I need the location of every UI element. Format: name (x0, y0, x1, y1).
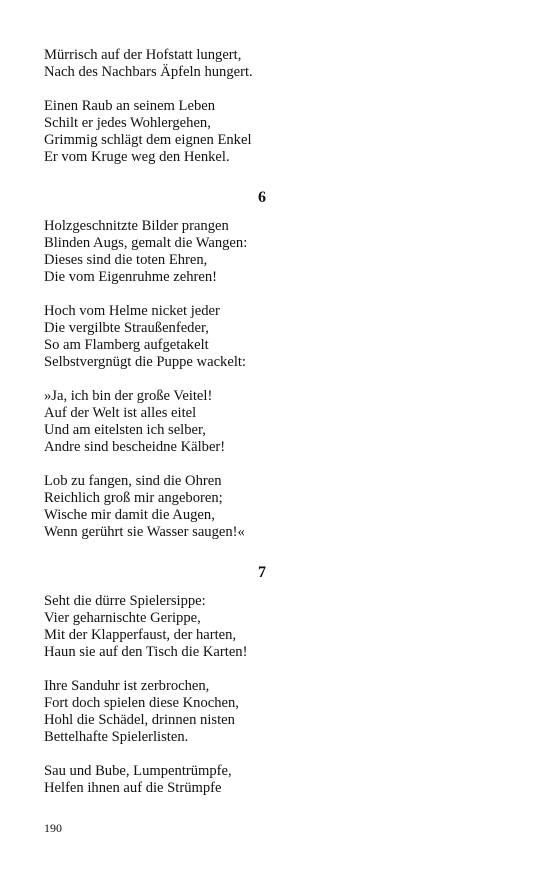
stanza-gap (44, 456, 266, 473)
verse-line: Reichlich groß mir angeboren; (44, 490, 223, 506)
stanza (44, 473, 266, 541)
verse-line: Ihre Sanduhr ist zerbrochen, (44, 678, 210, 694)
stanza-gap (44, 286, 266, 303)
verse-line: Fort doch spielen diese Knochen, (44, 695, 239, 711)
section-number: 7 (258, 564, 266, 581)
section-spacer (44, 206, 266, 218)
verse-line: Selbstvergnügt die Puppe wackelt: (44, 354, 246, 370)
section-number: 6 (258, 189, 266, 206)
verse-line: Andre sind bescheidne Kälber! (44, 439, 226, 455)
verse-line: Schilt er jedes Wohlergehen, (44, 115, 211, 131)
verse-line: »Ja, ich bin der große Veitel! (44, 388, 213, 404)
stanza (44, 98, 266, 166)
verse-line: So am Flamberg aufgetakelt (44, 337, 209, 353)
stanza (44, 388, 266, 456)
verse-line: Bettelhafte Spielerlisten. (44, 729, 189, 745)
verse-line: Lob zu fangen, sind die Ohren (44, 473, 222, 489)
stanza (44, 218, 266, 286)
section-spacer (44, 166, 266, 189)
verse-line: Nach des Nachbars Äpfeln hungert. (44, 64, 253, 80)
verse-line: Sau und Bube, Lumpentrümpfe, (44, 763, 232, 779)
verse-line: Helfen ihnen auf die Strümpfe (44, 780, 222, 796)
stanza (44, 678, 266, 746)
stanza (44, 47, 266, 81)
stanza-gap (44, 81, 266, 98)
verse-line: Haun sie auf den Tisch die Karten! (44, 644, 248, 660)
verse-line: Auf der Welt ist alles eitel (44, 405, 197, 421)
page-number: 190 (44, 821, 62, 835)
verse-line: Er vom Kruge weg den Henkel. (44, 149, 230, 165)
poem-page (44, 47, 266, 797)
verse-line: Dieses sind die toten Ehren, (44, 252, 208, 268)
section-spacer (44, 541, 266, 564)
verse-line: Wische mir damit die Augen, (44, 507, 215, 523)
stanza-gap (44, 371, 266, 388)
stanza (44, 303, 266, 371)
verse-line: Mürrisch auf der Hofstatt lungert, (44, 47, 242, 63)
verse-line: Grimmig schlägt dem eignen Enkel (44, 132, 252, 148)
verse-line: Mit der Klapperfaust, der harten, (44, 627, 237, 643)
verse-line: Die vergilbte Straußenfeder, (44, 320, 209, 336)
verse-line: Holzgeschnitzte Bilder prangen (44, 218, 229, 234)
verse-line: Wenn gerührt sie Wasser saugen!« (44, 524, 245, 540)
stanza-gap (44, 661, 266, 678)
verse-line: Und am eitelsten ich selber, (44, 422, 206, 438)
stanza (44, 593, 266, 661)
stanza (44, 763, 266, 797)
verse-line: Seht die dürre Spielersippe: (44, 593, 206, 609)
verse-line: Die vom Eigenruhme zehren! (44, 269, 218, 285)
verse-line: Hohl die Schädel, drinnen nisten (44, 712, 235, 728)
section-spacer (44, 581, 266, 593)
verse-line: Einen Raub an seinem Leben (44, 98, 216, 114)
verse-line: Hoch vom Helme nicket jeder (44, 303, 220, 319)
stanza-gap (44, 746, 266, 763)
verse-line: Blinden Augs, gemalt die Wangen: (44, 235, 248, 251)
verse-line: Vier geharnischte Gerippe, (44, 610, 201, 626)
